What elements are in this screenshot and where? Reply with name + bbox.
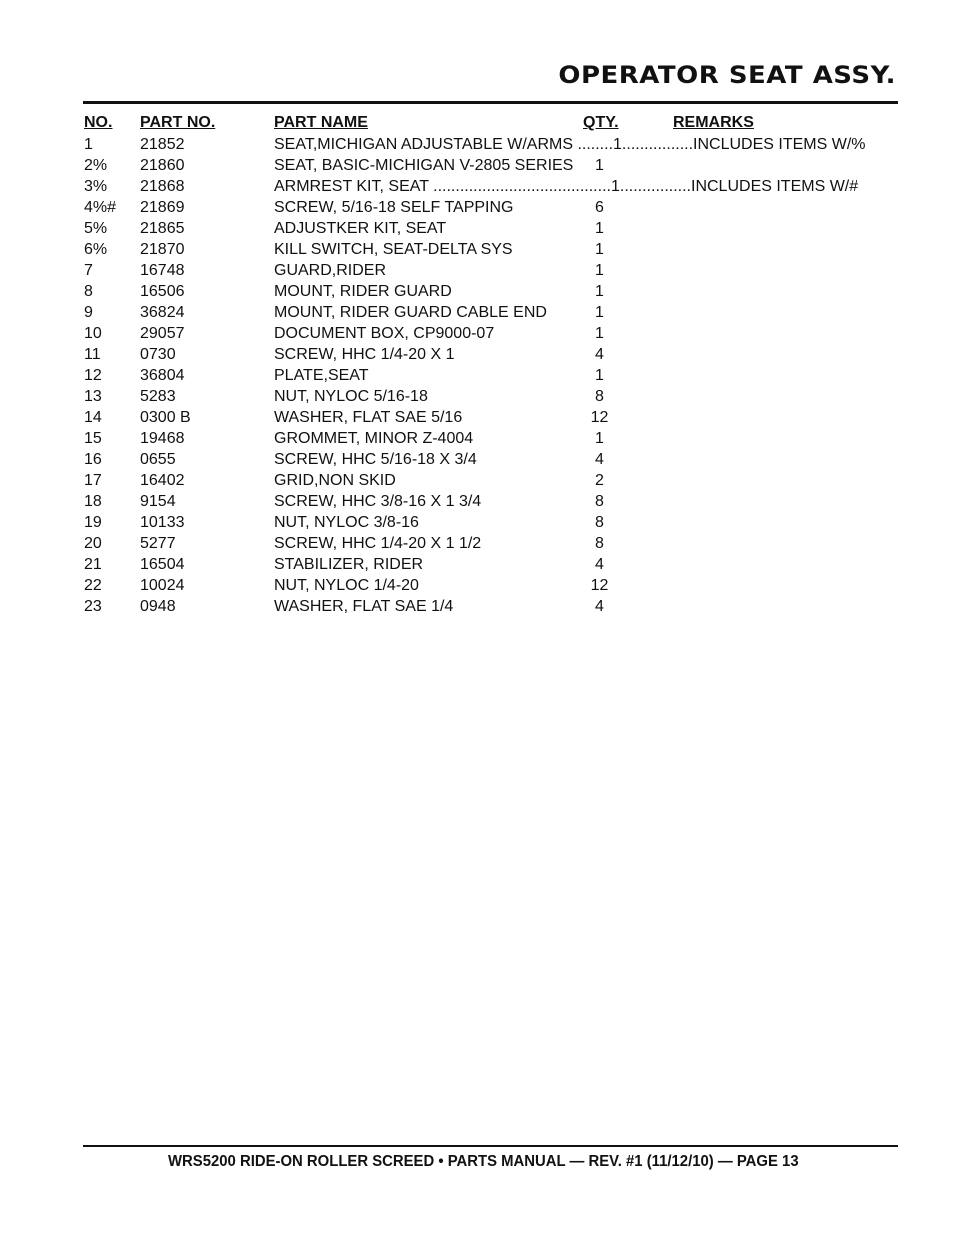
cell-part-name: WASHER, FLAT SAE 5/16: [274, 409, 463, 426]
table-row: [0, 597, 954, 618]
cell-no: 3%: [84, 178, 108, 195]
cell-qty: 1: [595, 430, 604, 447]
cell-no: 22: [84, 577, 102, 594]
cell-qty: 4: [595, 346, 604, 363]
cell-no: 2%: [84, 157, 108, 174]
cell-remarks: ................INCLUDES ITEMS W/#: [619, 178, 859, 195]
cell-part-name: DOCUMENT BOX, CP9000-07: [274, 325, 495, 342]
cell-no: 5%: [84, 220, 108, 237]
cell-part-no: 0655: [140, 451, 176, 468]
cell-no: 19: [84, 514, 102, 531]
cell-part-no: 21852: [140, 136, 185, 153]
cell-part-name: NUT, NYLOC 5/16-18: [274, 388, 428, 405]
table-row: [0, 555, 954, 576]
cell-qty: 4: [595, 598, 604, 615]
cell-qty: 12: [590, 409, 609, 426]
table-header: [0, 114, 954, 134]
cell-qty: 8: [595, 388, 604, 405]
cell-part-no: 16504: [140, 556, 185, 573]
cell-part-name: SCREW, HHC 1/4-20 X 1: [274, 346, 455, 363]
table-row: [0, 198, 954, 219]
cell-part-name: GUARD,RIDER: [274, 262, 387, 279]
cell-qty: 4: [595, 451, 604, 468]
cell-part-no: 21865: [140, 220, 185, 237]
cell-part-no: 36824: [140, 304, 185, 321]
cell-part-no: 16748: [140, 262, 185, 279]
bottom-divider: [83, 1145, 898, 1147]
cell-part-no: 10133: [140, 514, 185, 531]
table-row: [0, 156, 954, 177]
cell-no: 20: [84, 535, 102, 552]
table-row: [0, 303, 954, 324]
table-row: [0, 240, 954, 261]
cell-no: 15: [84, 430, 102, 447]
cell-qty: 2: [595, 472, 604, 489]
cell-part-name: MOUNT, RIDER GUARD CABLE END: [274, 304, 547, 321]
table-row: [0, 261, 954, 282]
header-part-name: PART NAME: [274, 114, 368, 131]
cell-qty: 8: [595, 493, 604, 510]
cell-part-name: MOUNT, RIDER GUARD: [274, 283, 452, 300]
table-row: [0, 576, 954, 597]
table-row: [0, 324, 954, 345]
cell-part-name: GROMMET, MINOR Z-4004: [274, 430, 474, 447]
cell-part-name: SCREW, HHC 1/4-20 X 1 1/2: [274, 535, 482, 552]
cell-qty: 12: [590, 577, 609, 594]
cell-part-no: 19468: [140, 430, 185, 447]
cell-no: 17: [84, 472, 102, 489]
cell-part-no: 16506: [140, 283, 185, 300]
page-footer: WRS5200 RIDE-ON ROLLER SCREED • PARTS MANUAL — REV. #1 (11/12/10) — PAGE 13: [168, 1153, 799, 1170]
cell-part-name: SCREW, 5/16-18 SELF TAPPING: [274, 199, 514, 216]
cell-qty: 1: [595, 262, 604, 279]
parts-table: [0, 135, 954, 618]
header-part-no: PART NO.: [140, 114, 216, 131]
cell-qty: 4: [595, 556, 604, 573]
cell-part-no: 9154: [140, 493, 176, 510]
cell-no: 9: [84, 304, 93, 321]
cell-part-name: ADJUSTKER KIT, SEAT: [274, 220, 447, 237]
cell-qty: 1: [595, 220, 604, 237]
header-no: NO.: [84, 114, 113, 131]
cell-no: 8: [84, 283, 93, 300]
table-row: [0, 471, 954, 492]
cell-qty: 8: [595, 535, 604, 552]
cell-part-name: WASHER, FLAT SAE 1/4: [274, 598, 454, 615]
cell-part-name: SEAT,MICHIGAN ADJUSTABLE W/ARMS ........: [274, 136, 614, 153]
cell-qty: 1: [595, 283, 604, 300]
cell-part-no: 0948: [140, 598, 176, 615]
table-row: [0, 345, 954, 366]
cell-part-no: 29057: [140, 325, 185, 342]
cell-qty: 1: [595, 367, 604, 384]
cell-part-name: NUT, NYLOC 1/4-20: [274, 577, 419, 594]
table-row: [0, 513, 954, 534]
cell-part-name: SEAT, BASIC-MICHIGAN V-2805 SERIES: [274, 157, 574, 174]
cell-part-name: SCREW, HHC 3/8-16 X 1 3/4: [274, 493, 482, 510]
cell-no: 14: [84, 409, 102, 426]
table-row: [0, 492, 954, 513]
table-row: [0, 534, 954, 555]
cell-qty: 1: [595, 325, 604, 342]
cell-part-no: 16402: [140, 472, 185, 489]
cell-remarks: ................INCLUDES ITEMS W/%: [621, 136, 866, 153]
table-row: [0, 219, 954, 240]
cell-qty: 1: [595, 304, 604, 321]
header-qty: QTY.: [583, 114, 619, 131]
cell-part-no: 21869: [140, 199, 185, 216]
cell-no: 11: [84, 346, 101, 363]
cell-part-no: 5283: [140, 388, 176, 405]
cell-part-name: PLATE,SEAT: [274, 367, 369, 384]
top-divider: [83, 101, 898, 104]
table-row: [0, 177, 954, 198]
cell-part-name: NUT, NYLOC 3/8-16: [274, 514, 419, 531]
cell-no: 21: [84, 556, 102, 573]
cell-no: 6%: [84, 241, 108, 258]
table-row: [0, 282, 954, 303]
cell-part-name: STABILIZER, RIDER: [274, 556, 424, 573]
cell-no: 7: [84, 262, 93, 279]
cell-qty: 1: [595, 241, 604, 258]
cell-part-name: GRID,NON SKID: [274, 472, 396, 489]
cell-part-no: 0300 B: [140, 409, 191, 426]
cell-part-no: 36804: [140, 367, 185, 384]
page-title: OPERATOR SEAT ASSY.: [558, 62, 896, 90]
cell-no: 1: [84, 136, 93, 153]
cell-part-no: 21868: [140, 178, 185, 195]
cell-part-name: SCREW, HHC 5/16-18 X 3/4: [274, 451, 477, 468]
table-row: [0, 408, 954, 429]
cell-no: 4%#: [84, 199, 117, 216]
cell-no: 12: [84, 367, 102, 384]
cell-no: 18: [84, 493, 102, 510]
cell-part-name: ARMREST KIT, SEAT ........................................: [274, 178, 611, 195]
cell-part-no: 21870: [140, 241, 185, 258]
cell-qty: 1: [595, 157, 604, 174]
cell-part-name: KILL SWITCH, SEAT-DELTA SYS: [274, 241, 513, 258]
table-row: [0, 450, 954, 471]
table-row: [0, 387, 954, 408]
cell-no: 13: [84, 388, 102, 405]
cell-qty: 1: [613, 136, 622, 153]
cell-no: 16: [84, 451, 102, 468]
cell-part-no: 0730: [140, 346, 176, 363]
cell-no: 10: [84, 325, 102, 342]
table-row: [0, 366, 954, 387]
cell-qty: 1: [610, 178, 620, 195]
cell-no: 23: [84, 598, 102, 615]
cell-part-no: 5277: [140, 535, 176, 552]
table-row: [0, 429, 954, 450]
cell-qty: 8: [595, 514, 604, 531]
cell-qty: 6: [595, 199, 604, 216]
header-remarks: REMARKS: [673, 114, 754, 131]
table-row: [0, 135, 954, 156]
cell-part-no: 21860: [140, 157, 185, 174]
cell-part-no: 10024: [140, 577, 185, 594]
